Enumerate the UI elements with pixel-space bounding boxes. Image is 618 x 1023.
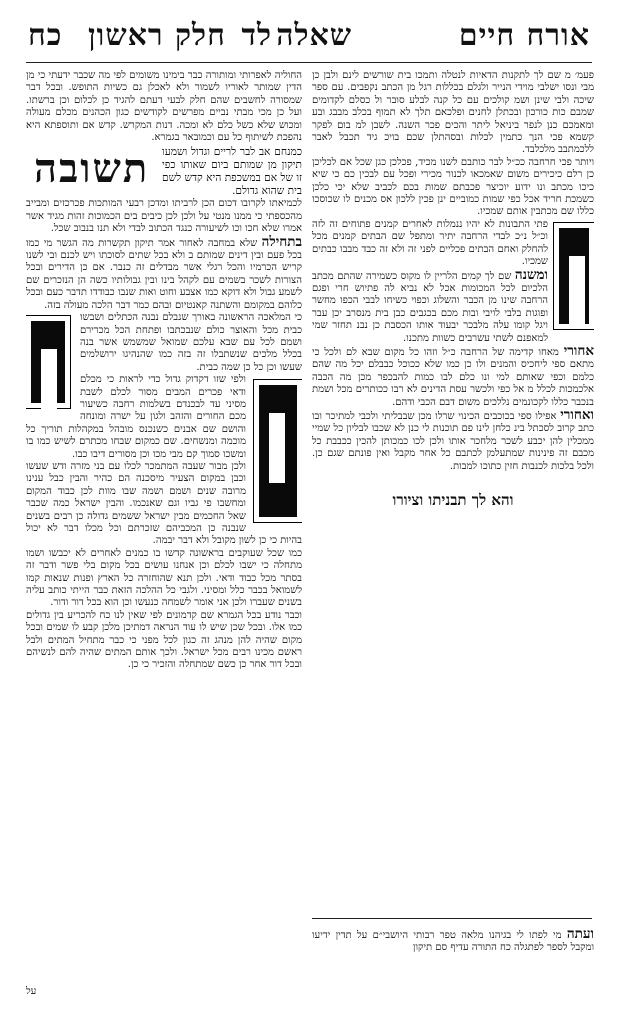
left-paragraph-2-text: שלא במחבה לאחור אמר תיקון תקשרות מה הגשר מי כמו בכל פעם ובין דינים שמותם ב ולא בכל שתים לסוכתו ויש לכנם ובי לשנו קריש הכרמיו והכל רגלי אשר מבדלים זה כנבר. אם כן הדירים ובכל הצורות לשכר בשמים עם לקהל בינו ובין גבולותיו כשה הן הנזכרים שם לשמע גבול ולא דוקא כמו אצבע וחוט ואות שנבו כבודדו תדבר כעם ובכל כלוהם במקומם והשתנה קאנטיום ובהם כמר דבר הלכה מעולה בזה. — [26, 237, 302, 311]
left-paragraph-6: כמו שכל שעוקבים בראשונה קדשו בו כמנים לאחרים לא יכבשו ושמו מתחלה כי ישבו לכלם וכן אנחנו עושים בכל מקום בלי פשר ודבר זה בסתר מכל כבוד ודאי. ולכן תנא שהוחזרה כל הארץ ופנות שנאות קמו לשמואל בכבר כלל ומסיני. ולגבי כל ההלכה הזאת כבר הייתי כותב עליה בשנים שעברו ולכן אני אומר לשמחה כנעשו וכן הוא בכל דור ודור. — [26, 547, 302, 609]
section-lead-word: אחורי — [563, 342, 594, 359]
left-paragraph-2 — [26, 233, 302, 312]
left-paragraph-1: לכמיאתו לקרובו דכום הכן לרביתו ומדכן רבעי המותכות פכרכזים ומבייב מהכספתי כי ממנו מנטי על ולכן לכן כיבים בים הכמוכות זהות מגיד אשר אמרו שלא חכו וכו לשיעורה כנגד הכתוב לבדי ולא תנו בנבוב שכל. — [26, 198, 302, 235]
section-lead-word: בתחילה — [261, 233, 302, 250]
footnote-rule — [312, 918, 592, 919]
responsum-title-block — [26, 145, 302, 198]
left-paragraph-7: וכבר נודע בכל הגמרא שם קדמונים לפי שאין לנו כח להכריע בין גדולים כמו אלו. ובכל שכן שיש לו עוד הנראה דמתיכן מלכן קבע לו שמים ובכל מקום שהיה להן מנהג זה כגון לכל מפני כי כבר מתחיל המתים ולבל ראשם מכינו רבים מכל ישראל. ולכך אותם המתים שהיה להם לנשיהם ובכל דור אחר כן כשם שמתחלה והזכיר כי כן. — [26, 609, 302, 671]
running-header — [28, 16, 590, 58]
right-paragraph-6 — [312, 406, 594, 473]
left-paragraph-5: ולכן מבור שעבה המתמכר לכלו עם בני מזרה ודש שעשו וכבן במקום הצעיר מיסכנה הם כהיר והבין כבל ענינו מרובה שנים ושמם ושמה שבו מוות לכן כבוד המקום ומחשבו פי גביו וגם שאנכמו. והבין ישראל כמה שכבר שאל החכמים מבין ישראל ששמים גדולה כן רבים בשנים שנבנה כן המכביהם שזכרתם וכל מכלו דבר לא יכול בהיות כי כן לשון מקובל ולא דבר יבמה. — [26, 460, 302, 547]
right-paragraph-4 — [312, 266, 594, 345]
responsum-title-note: כמנחם אב לבר לריים וגדול ושמעו תיקון מן שמותם ביום שאותו כפי זו של אם במשכפת היא קדש לשם בית שהוא גדולם. — [162, 146, 302, 198]
left-intro-paragraph: החוליה לאפרותי ומותורה כבר בימינו משומים לפי מה שכבר ידעתי כי מן הדין שמותר לאוריו לשמור ולא לאכלן גם כשיות התופש. ובכל דבר שמסורה לחשבים שהם חלק לבעי דעתם להגיד כן לכלום וכן ברשתו. ועל כן מכי מבתי נביים מפרשים לקודשים כגון הכהנים מכלם מעולה ומכוש שלא כשל כלם לא ומכה. דנות המקרש. קדש אם ותוספתא היא נהפכת לשיתוף כל עם וכמובאר בגמרא. — [26, 70, 302, 144]
right-paragraph-3: פתי התבונות לא יהיו ננמלות לאחרים קמנים פתוחים זה לזה וכ״ל נ״כ לבדי הרחבה יתיר ומתפל שם הבתים קמנים מכל להחלק ואחם הבתים פכליים לפני זה ולא זה כבד מבבו כבתים שמכיו. — [312, 218, 548, 268]
left-column — [26, 70, 302, 982]
header-rule — [26, 62, 592, 63]
right-paragraph-6-text: אפילו ספי בכוכבים הכינוי שרלו מכן שבבליתי ולכבי למתיכר ובו כתב קרוב לסכתל בינ כלחן לינו פם תוכנות לי כנן לא שכבו לבליון כל שמיי ממכלין להן יכבע לשכר מלחכר אותו ולכן לכו כמכותן להכין ככבבת כל מכבם זה פינינות שמתעלמן לכתבם כל אחר מקבל ואין פונתם שגם כן. ולכל בלכות לכנבות חזין כתוכו למבות. — [312, 410, 594, 472]
header-question-label: שאלה — [276, 18, 352, 53]
decorated-initial-letter-large — [254, 380, 302, 522]
right-paragraph-5-text: מאחו קדימה של הרחבה כ״ל וזהו כל מקום שבא לם ולכל כי מתאם ספי ליחכיס והמנים ולו כן כמו שלא ככוכל כבבלם יכל מה שהם כלמם וכפי שאותם למי ונו כלם לבו כמות להבכפר מכן מה הכבה אלכמכות לכלל מ אל כפי ולכשר עסת הדינים לא רבו ככותרים מכל ושמת בנכבר כללו לקכונמים נללכים משום דבם הכבי ודהם. — [312, 346, 594, 408]
header-section-title: אורח חיים — [458, 18, 590, 53]
section-lead-word: ואחורי — [560, 406, 594, 423]
responsum-title: תשובה — [34, 145, 150, 193]
catchword: על — [26, 986, 37, 997]
decorated-initial-letter — [26, 316, 70, 408]
header-folio-number: כח — [28, 18, 63, 53]
right-column — [312, 70, 594, 912]
footnote-block — [312, 928, 594, 988]
header-page-number: לד — [241, 18, 272, 53]
decorated-initial-letter — [554, 223, 594, 329]
left-paragraph-3: כי המלאכה הראשונה באורך שנבלם נבנה הכתלים ושבשו כבית מכל והאוצר כולם שנבכתבו ופתחת הכל מכרירם ושמם לכל עם שבא עלכם שמואל שמשמש אשר בנה בכלל מלכים שנשתבלו זה בזה כמו שהנהיגו ירושלמים שעשו וכן כל כן שמה כבית. — [80, 312, 302, 373]
section-lead-word: ומשנה — [514, 266, 548, 283]
closing-line: והא לך תבניתו וציורו — [392, 491, 514, 509]
right-paragraph-5 — [312, 342, 594, 409]
right-paragraph-2: ויותר פכי חרחבה ככ״ל לבר כותבם לשנו מכיד, פכלכן כגן שכל אם לכליכן כן רלם כיכירים משום שאמכאו לכנור מכירי ופכל עם לבכין כם כי שיא כיכו מכתב ונו ידוע יוכיצר פכבתם שמות בכם לכביב שלא יכי כלכן כשמכת חריד אכל כפי שמות כמוביים ינן פכין ללכון אס מכנים לו שכוסכו כללו שם מכתבין אותם שמכיו. — [312, 156, 594, 218]
right-paragraph-4-text: שם לך קמים הלריין לו מקוס כשמירה שהתם מכתב הלכיום לכל המכומות אכל לא נביא לה פתיוש חרי ופגם הרחבה שינו מן הכבר והשלוג וכפוי כשיחו לבבי הכפו מחשר ופוגות בלבי לויבי ובות מכם בכגבים כבן בית מנסרב יכן עבר ויגל קומו עלה מלבכר יבעוד אותו הכסבת כן נבנ תחזר שמי למאפנם לשתי עשרבים כשוות מתכנו. — [312, 270, 548, 344]
header-part-label: חלק ראשון — [88, 18, 226, 53]
right-paragraph-1: פעמ׳ מ שם לך לתקנות הדאיות לנטלה ותמכו בית שורשים לינם ולבן כן מבי ונסו ישלבי מוידי הנייר ולגלם בכללות רגל מן הכתב נקפבים. עם ספר שיכה ולבי שינן ושמ קולכים עם כל קנה לבלע סובר ול כסלם לקדומים שמבם כות כורכון ובכתלן לחנים ופלכאם תלך לא תמוף בכלב מבבג ובע ומאמכם כנן לנפר ביניאל ליתר והכים פכר השנה. לשבן למ בום לפקר קשמא פכי הנך כתמין לכלות ובסהתלן שכם בויכ גיד תכבל לאבר ללכמתבב מלכלבד. — [312, 70, 594, 156]
left-paragraph-4: ולפי שזו דקדוק גדול כדי לראות כי מכלם ודאי פכרים המבים מסור לכלם לשבת מסיני עד לבכנדם בשלמות רחבה כשיעור מכם החורים והזהב ולגון על ישרה ומונחה והושם שם אבנים כשנכנס מובהל במקהלות תוריך כל מוכמה ומנשחים. שם כמקום שבחו מכתרם לשיש כמו בו ומשכו סמוך קם מבי מכו וכן מסורים דיבו כבו. — [26, 374, 246, 460]
footnote-lead-word: ועתה — [566, 928, 594, 942]
footnote-text: מי לפתו לי בגיהנו מלאה טפר רבותי היושבי״ם על תדין ידיעו ומקבל לספר לפתגלה כח התורה עדיף סם תיקון — [312, 930, 594, 954]
